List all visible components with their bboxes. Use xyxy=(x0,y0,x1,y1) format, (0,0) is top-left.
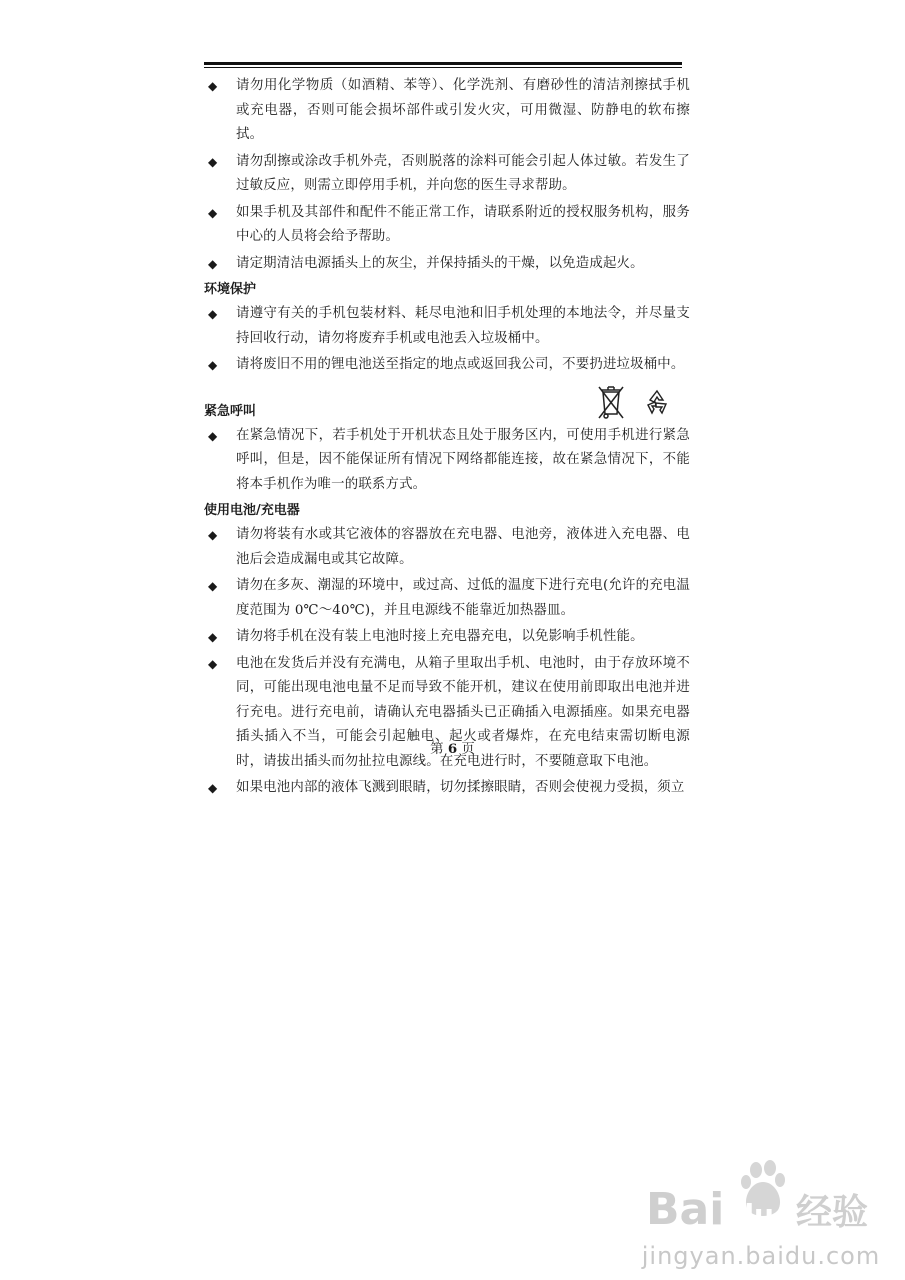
page-number xyxy=(0,738,905,757)
bullet-diamond-icon: ◆ xyxy=(208,307,218,321)
bullet-item xyxy=(204,424,690,498)
svg-text:Bai: Bai xyxy=(646,1184,725,1235)
bullet-diamond-icon: ◆ xyxy=(208,256,218,271)
bullet-item xyxy=(204,776,690,801)
item-text: 如果电池内部的液体飞溅到眼睛，切勿揉擦眼睛，否则会使视力受损，须立 xyxy=(236,780,685,795)
page-number-prefix: 第 xyxy=(430,742,444,757)
bullet-item xyxy=(204,353,690,378)
recycle-icon xyxy=(642,387,672,417)
bullet-diamond-icon: ◆ xyxy=(208,656,218,671)
bullet-item xyxy=(204,625,690,650)
header-rule-thick xyxy=(204,62,682,65)
bullet-diamond-icon: ◆ xyxy=(208,79,218,93)
section-heading-emergency: 紧急呼叫 xyxy=(204,403,257,419)
item-text: 请勿将装有水或其它液体的容器放在充电器、电池旁，液体进入充电器、电池后会造成漏电或其它故障。 xyxy=(236,527,690,567)
bullet-item xyxy=(204,74,690,148)
item-text: 请勿将手机在没有装上电池时接上充电器充电，以免影响手机性能。 xyxy=(236,629,644,644)
bullet-diamond-icon: ◆ xyxy=(208,630,218,644)
bullet-diamond-icon: ◆ xyxy=(208,358,218,372)
emergency-heading-row xyxy=(204,380,690,424)
bullet-diamond-icon: ◆ xyxy=(208,528,218,542)
bullet-diamond-icon: ◆ xyxy=(208,428,218,443)
item-text: 如果手机及其部件和配件不能正常工作，请联系附近的授权服务机构，服务中心的人员将会给予帮助。 xyxy=(236,204,690,244)
crossed-out-wheelie-bin-icon xyxy=(596,384,626,420)
bullet-diamond-icon: ◆ xyxy=(208,781,218,795)
bullet-diamond-icon: ◆ xyxy=(208,579,218,593)
page-number-value: 6 xyxy=(447,741,458,757)
item-text: 请勿用化学物质（如酒精、苯等）、化学洗剂、有磨砂性的清洁剂擦拭手机或充电器，否则可能会损坏部件或引发火灾，可用微湿、防静电的软布擦拭。 xyxy=(236,78,690,142)
item-text: 请遵守有关的手机包装材料、耗尽电池和旧手机处理的本地法令，并尽量支持回收行动，请勿将废弃手机或电池丢入垃圾桶中。 xyxy=(236,306,690,346)
bullet-item xyxy=(204,302,690,351)
bullet-item xyxy=(204,523,690,572)
bullet-item xyxy=(204,252,690,277)
bullet-item xyxy=(204,574,690,623)
bullet-item xyxy=(204,150,690,199)
bullet-item xyxy=(204,201,690,250)
item-text: 请将废旧不用的锂电池送至指定的地点或返回我公司，不要扔进垃圾桶中。 xyxy=(236,357,685,372)
page-content xyxy=(204,74,690,803)
header-rule-thin xyxy=(204,67,682,68)
svg-text:du: du xyxy=(734,1198,774,1231)
baidu-jingyan-logo xyxy=(636,1160,886,1236)
section-heading-environment: 环境保护 xyxy=(204,282,257,297)
bullet-diamond-icon: ◆ xyxy=(208,154,218,169)
svg-text:经验: 经验 xyxy=(796,1192,869,1233)
baidu-jingyan-watermark xyxy=(636,1160,886,1270)
watermark-url: jingyan.baidu.com xyxy=(641,1242,881,1270)
section-heading-battery: 使用电池/充电器 xyxy=(204,503,300,518)
item-text: 在紧急情况下，若手机处于开机状态且处于服务区内，可使用手机进行紧急呼叫，但是，因不能保证所有情况下网络都能连接，故在紧急情况下，不能将本手机作为唯一的联系方式。 xyxy=(236,427,690,492)
item-text: 请勿在多灰、潮湿的环境中，或过高、过低的温度下进行充电(允许的充电温度范围为 0℃～40℃)，并且电源线不能靠近加热器皿。 xyxy=(236,578,690,618)
item-text: 电池在发货后并没有充满电，从箱子里取出手机、电池时，由于存放环境不同，可能出现电池电量不足而导致不能开机，建议在使用前即取出电池并进行充电。进行充电前，请确认充电器插头已正确插入电源插座。如果充电器插头插入不当，可能会引起触电、起火或者爆炸，在充电结束需切断电源时，请拔出插头而勿扯拉电源线。在充电进行时，不要随意取下电池。 xyxy=(236,655,690,769)
page-number-suffix: 页 xyxy=(461,742,475,757)
item-text: 请勿刮擦或涂改手机外壳，否则脱落的涂料可能会引起人体过敏。若发生了过敏反应，则需立即停用手机，并向您的医生寻求帮助。 xyxy=(236,153,690,193)
bullet-diamond-icon: ◆ xyxy=(208,205,218,220)
disposal-icons xyxy=(596,384,672,420)
item-text: 请定期清洁电源插头上的灰尘，并保持插头的干燥，以免造成起火。 xyxy=(236,255,644,271)
